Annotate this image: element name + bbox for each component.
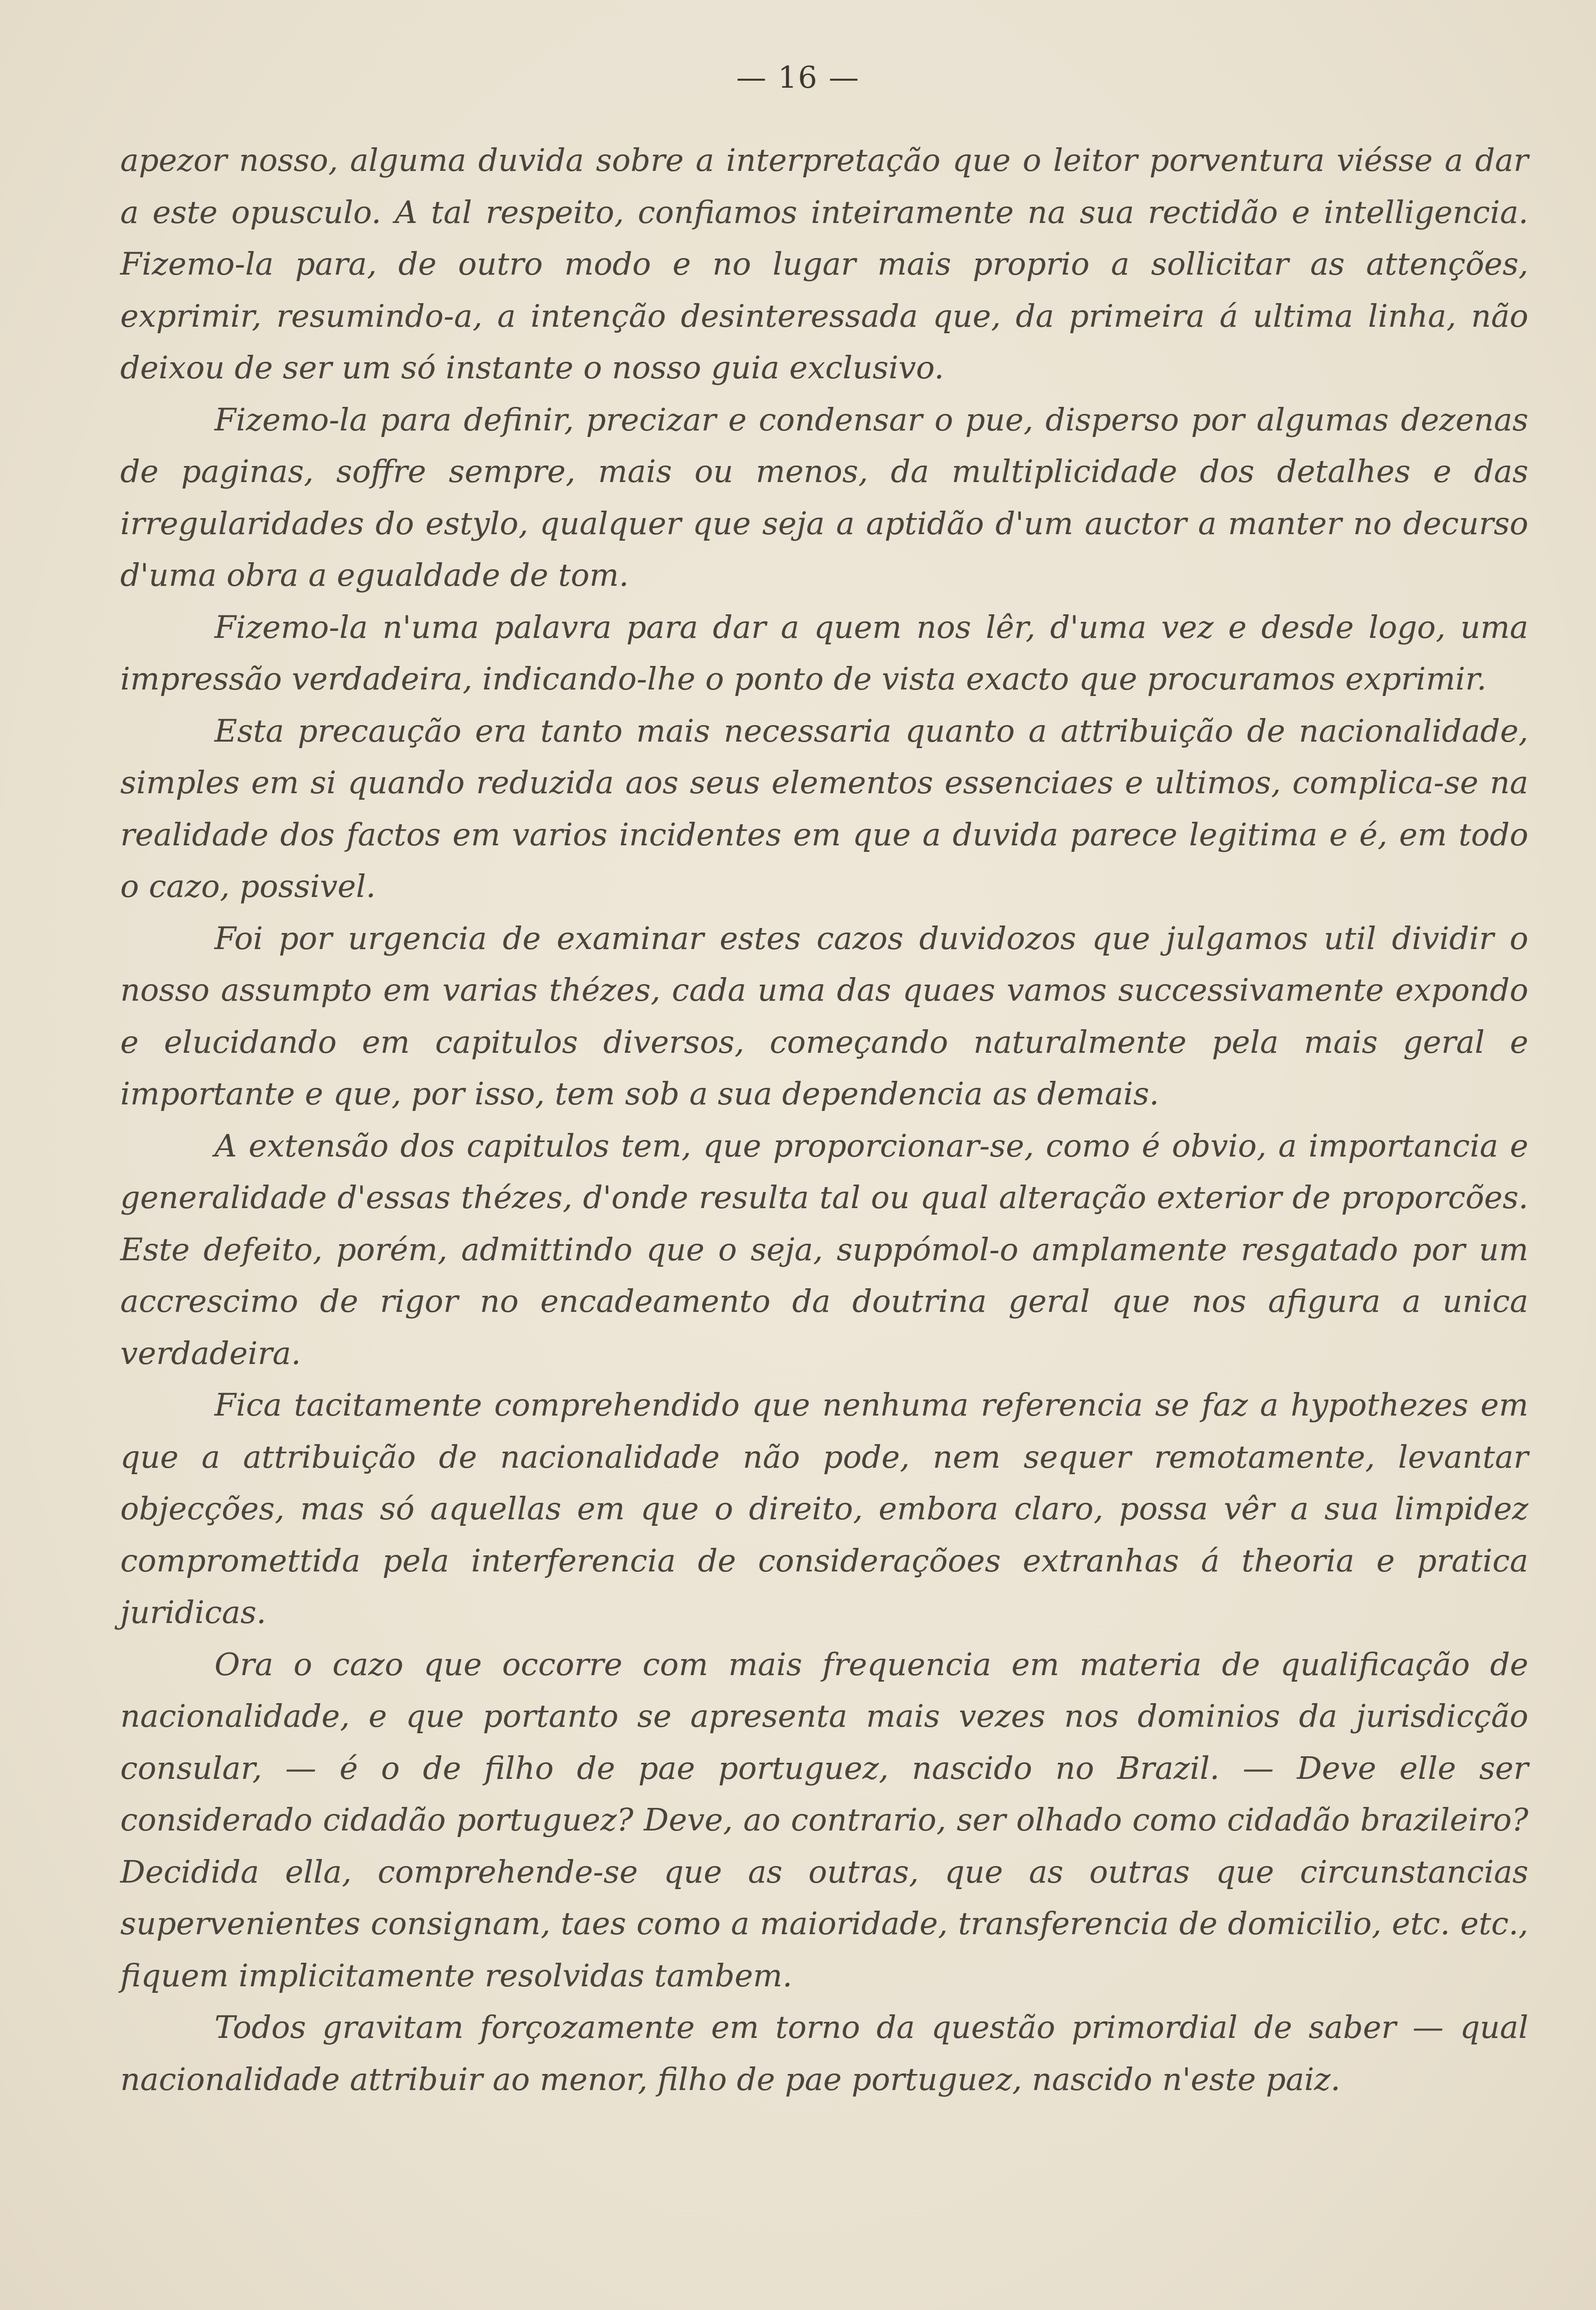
paragraph-9: Todos gravitam forçozamente em torno da questão primordial de saber — qual nacionalidade attribuir ao menor, filho de pae portuguez, nascido n'este paiz. [120,2009,1528,2098]
paragraph-2: Fizemo-la para definir, precizar e condensar o pue, disperso por algumas dezenas de paginas, soffre sempre, mais ou menos, da multiplicidade dos detalhes e das irregularidades do estylo, qualquer que seja a aptidão d'um auctor a manter no decurso d'uma obra a egualdade de tom. [120,401,1528,593]
paragraph-3: Fizemo-la n'uma palavra para dar a quem nos lêr, d'uma vez e desde logo, uma impressão verdadeira, indicando-lhe o ponto de vista exacto que procuramos exprimir. [120,608,1528,697]
paragraph-6: A extensão dos capitulos tem, que proporcionar-se, como é obvio, a importancia e generalidade d'essas thézes, d'onde resulta tal ou qual alteração exterior de proporcões. Este defeito, porém, admittindo que o seja, suppómol-o amplamente resgatado por um accrescimo de rigor no encadeamento da doutrina geral que nos afigura a unica verdadeira. [120,1127,1528,1371]
paragraph-4: Esta precaução era tanto mais necessaria quanto a attribuição de nacionalidade, simples em si quando reduzida aos seus elementos essenciaes e ultimos, complica-se na realidade dos factos em varios incidentes em que a duvida parece legitima e é, em todo o cazo, possivel. [120,712,1528,904]
paragraph-7: Fica tacitamente comprehendido que nenhuma referencia se faz a hypothezes em que a attribuição de nacionalidade não pode, nem sequer remotamente, levantar objecções, mas só aquellas em que o direito, embora claro, possa vêr a sua limpidez compromettida pela interferencia de consideraçõoes extranhas á theoria e pratica juridicas. [120,1387,1528,1631]
paragraph-5: Foi por urgencia de examinar estes cazos duvidozos que julgamos util dividir o nosso assumpto em varias thézes, cada uma das quaes vamos successivamente expondo e elucidando em capitulos diversos, começando naturalmente pela mais geral e importante e que, por isso, tem sob a sua dependencia as demais. [120,919,1528,1112]
page-number: — 16 — [736,60,860,95]
paragraph-8: Ora o cazo que occorre com mais frequencia em materia de qualificação de nacionalidade, e que portanto se apresenta mais vezes nos dominios da jurisdicção consular, — é o de filho de pae portuguez, nascido no Brazil. — Deve elle ser considerado cidadão portuguez? Deve, ao contrario, ser olhado como cidadão brazileiro? Decidida ella, comprehende-se que as outras, que as outras que circunstancias supervenientes consignam, taes como a maioridade, transferencia de domicilio, etc. etc., fiquem implicitamente resolvidas tambem. [120,1646,1528,1994]
paragraph-1: apezor nosso, alguma duvida sobre a interpretação que o leitor porventura viésse a dar a este opusculo. A tal respeito, confiamos inteiramente na sua rectidão e intelligencia. Fizemo-la para, de outro modo e no lugar mais proprio a sollicitar as attenções, exprimir, resumindo-a, a intenção desinteressada que, da primeira á ultima linha, não deixou de ser um só instante o nosso guia exclusivo. [120,142,1528,386]
body-text [120,134,1528,2105]
